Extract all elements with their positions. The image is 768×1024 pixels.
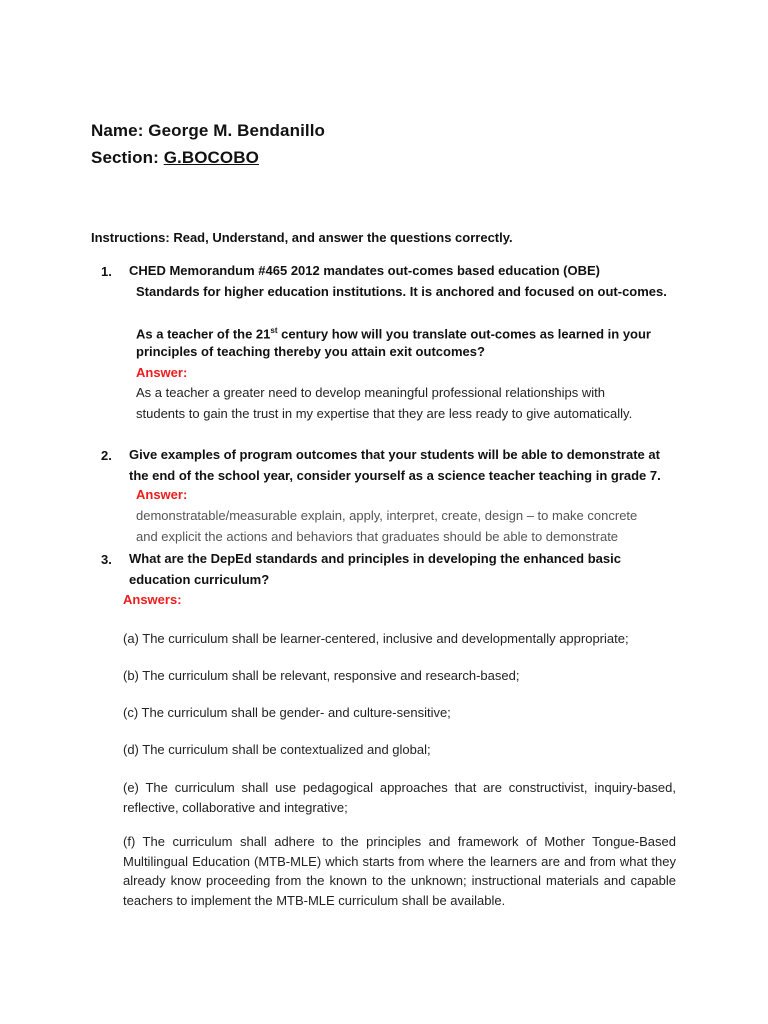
section-label: Section:: [91, 148, 159, 167]
answer-text: students to gain the trust in my expertise that they are less ready to give automatically.: [136, 406, 633, 421]
answer-text: As a teacher a greater need to develop meaningful professional relationships with: [136, 385, 606, 400]
superscript: st: [270, 326, 278, 335]
question-text: Standards for higher education institutions. It is anchored and focused on out-comes.: [136, 284, 667, 299]
question-text: education curriculum?: [129, 572, 270, 587]
instructions: Instructions: Read, Understand, and answer the questions correctly.: [91, 230, 513, 245]
list-item: (e) The curriculum shall use pedagogical approaches that are constructivist, inquiry-based, reflective, collaborative and integrative;: [123, 780, 676, 815]
question-text: What are the DepEd standards and principles in developing the enhanced basic: [129, 551, 621, 566]
answer-text: and explicit the actions and behaviors that graduates should be able to demonstrate: [136, 529, 619, 544]
question-text: the end of the school year, consider yourself as a science teacher teaching in grade 7.: [129, 468, 661, 483]
question-text: Give examples of program outcomes that your students will be able to demonstrate at: [129, 447, 660, 462]
question-text-part: As a teacher of the 21: [136, 326, 271, 342]
list-item: (d) The curriculum shall be contextualized and global;: [123, 742, 431, 757]
name-label: Name:: [91, 121, 144, 140]
answer-text: demonstratable/measurable explain, apply, interpret, create, design – to make concrete: [136, 508, 638, 523]
question-number: 2.: [101, 448, 112, 463]
name-line: [91, 121, 325, 141]
list-item: (f) The curriculum shall adhere to the principles and framework of Mother Tongue-Based Multilingual Education (MTB-MLE) which starts from where the learners are and from what they already know proceeding from the known to the unknown; instructional materials and capable teachers to implement the MTB-MLE curriculum shall be available.: [123, 834, 676, 908]
section-line: [91, 148, 259, 168]
list-item: (c) The curriculum shall be gender- and culture-sensitive;: [123, 705, 451, 720]
question-text-part: century how will you translate out-comes as learned in your: [277, 326, 651, 342]
answer-label: Answers:: [123, 592, 182, 607]
list-item: (a) The curriculum shall be learner-centered, inclusive and developmentally appropriate;: [123, 631, 629, 646]
question-number: 1.: [101, 264, 112, 279]
section-value: G.BOCOBO: [163, 148, 259, 167]
question-text: CHED Memorandum #465 2012 mandates out-comes based education (OBE): [129, 263, 601, 278]
student-name: George M. Bendanillo: [148, 121, 326, 140]
list-item: (b) The curriculum shall be relevant, responsive and research-based;: [123, 668, 520, 683]
question-text: principles of teaching thereby you attain exit outcomes?: [136, 344, 485, 359]
answer-label: Answer:: [136, 487, 188, 502]
answer-label: Answer:: [136, 365, 188, 380]
question-number: 3.: [101, 552, 112, 567]
